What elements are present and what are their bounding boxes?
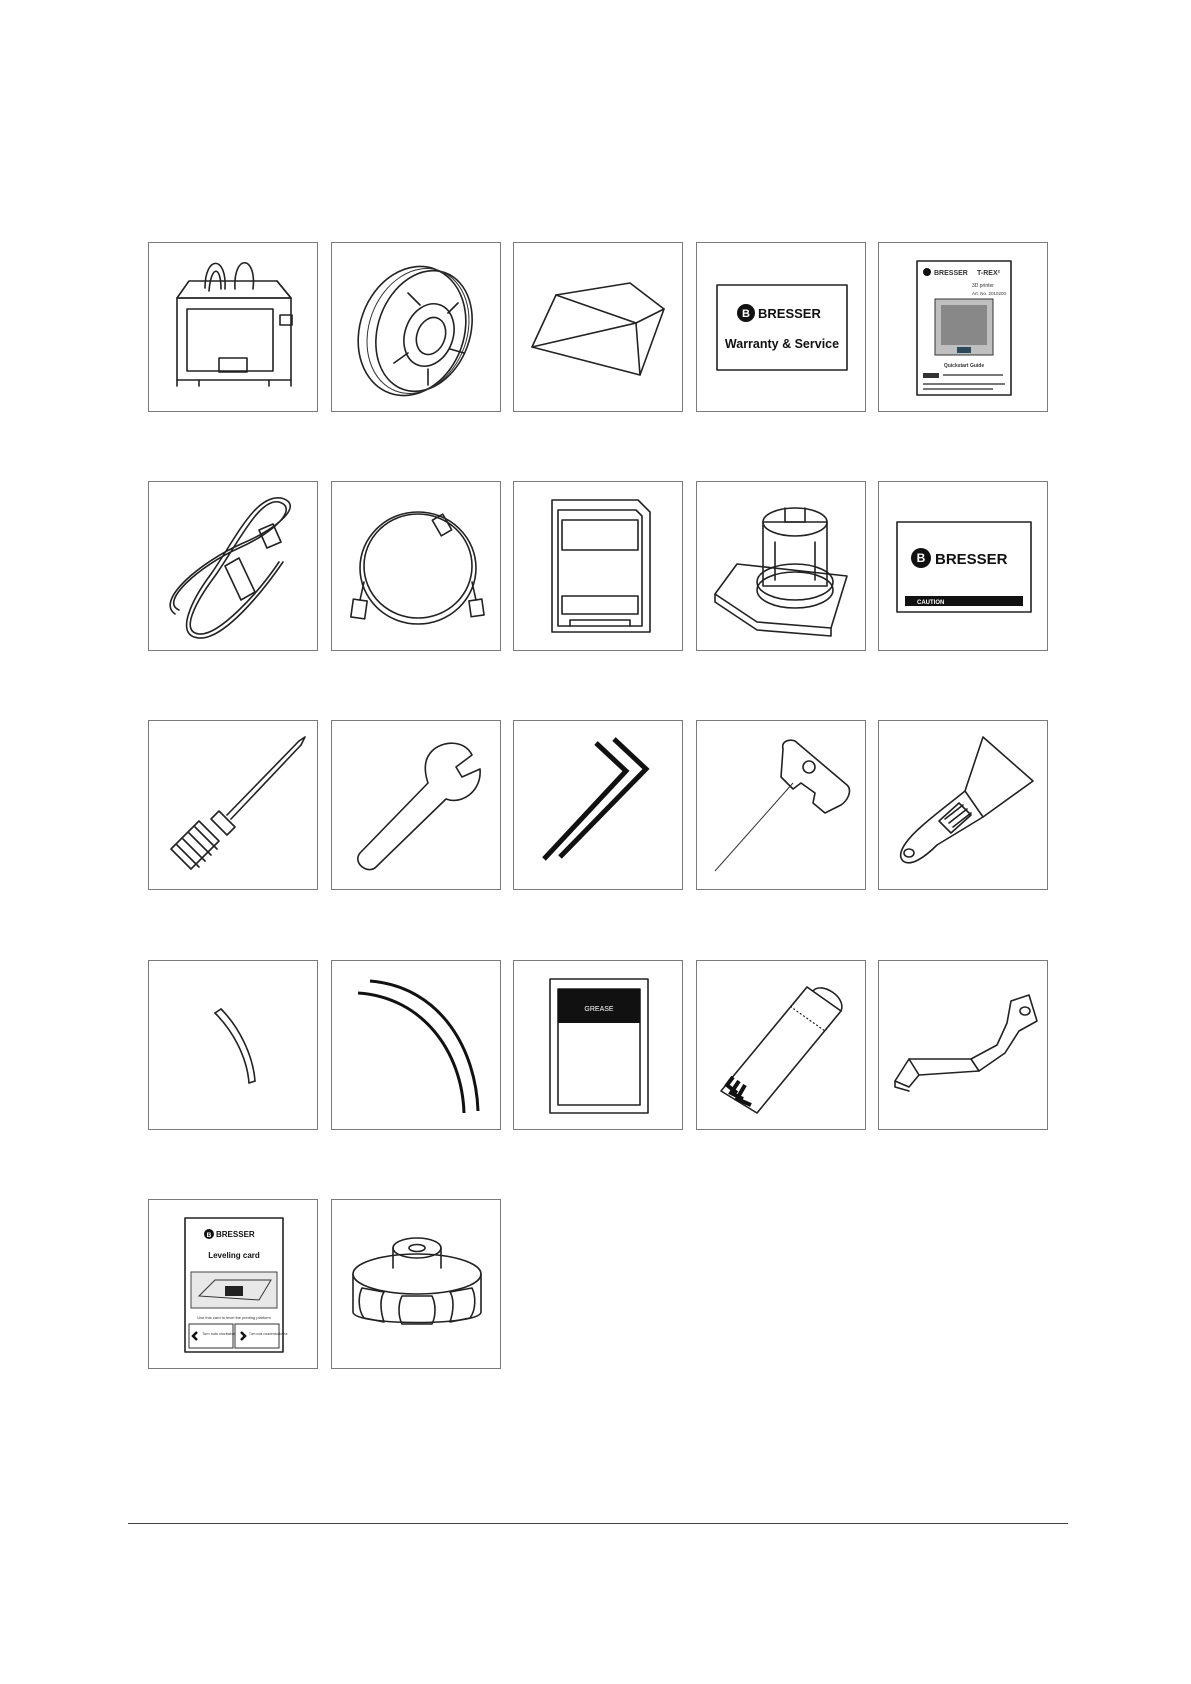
leveling-caption: Use this card to level the printing platform — [197, 1315, 271, 1320]
item-guide-tubes — [331, 960, 501, 1130]
item-warranty-card — [696, 242, 866, 412]
leveling-title: Leveling card — [208, 1251, 260, 1260]
filament-holder-icon — [697, 482, 867, 652]
3d-printer-icon — [149, 243, 319, 413]
guide-title: Quickstart Guide — [943, 363, 985, 369]
quickstart-guide-icon — [879, 243, 1049, 413]
svg-text:B: B — [916, 551, 926, 565]
item-screwdriver — [148, 720, 318, 890]
item-leveling-knob — [331, 1199, 501, 1369]
grease-label: GREASE — [584, 1006, 614, 1013]
item-ptfe-tube — [148, 960, 318, 1130]
item-quickstart-guide — [878, 242, 1048, 412]
sticker-card-icon — [879, 482, 1049, 652]
item-unclogging-pin-tool — [696, 720, 866, 890]
svg-text:B: B — [206, 1232, 212, 1239]
item-power-cable — [148, 481, 318, 651]
guide-model: T-REX² — [977, 270, 1000, 277]
item-dust-cover — [513, 242, 683, 412]
usb-cable-icon — [332, 482, 502, 652]
grease-packet-icon — [514, 961, 684, 1131]
item-scraper — [878, 720, 1048, 890]
item-filament-holder — [696, 481, 866, 651]
guide-tubes-icon — [332, 961, 502, 1131]
guide-subtitle: 3D printer — [972, 283, 994, 289]
caution-label: CAUTION — [917, 600, 945, 606]
leveling-card-icon — [149, 1200, 319, 1370]
item-grease-packet — [513, 960, 683, 1130]
dust-cover-icon — [514, 243, 684, 413]
item-usb-cable — [331, 481, 501, 651]
item-sd-card — [513, 481, 683, 651]
ptfe-tube-icon — [149, 961, 319, 1131]
item-hex-keys — [513, 720, 683, 890]
item-filament-guide-clip — [878, 960, 1048, 1130]
svg-text:BRESSER: BRESSER — [934, 270, 968, 277]
leveling-right-hint: Turn nuts counterclockwise — [249, 1332, 288, 1336]
unclogging-pin-tool-icon — [697, 721, 867, 891]
guide-model-no: Art. No. 2010200 — [972, 291, 1007, 296]
warranty-card-icon — [697, 243, 867, 413]
filament-spool-icon — [332, 243, 502, 413]
svg-text:BRESSER: BRESSER — [216, 1230, 255, 1239]
wrench-icon — [332, 721, 502, 891]
item-3d-printer — [148, 242, 318, 412]
item-wrench — [331, 720, 501, 890]
item-filament-spool — [331, 242, 501, 412]
svg-text:BRESSER: BRESSER — [935, 551, 1008, 568]
leveling-knob-icon — [332, 1200, 502, 1370]
filament-guide-clip-icon — [879, 961, 1049, 1131]
scraper-icon — [879, 721, 1049, 891]
footer-divider — [128, 1523, 1068, 1524]
leveling-left-hint: Turn nuts clockwise — [202, 1332, 236, 1336]
item-sticker-card — [878, 481, 1048, 651]
hex-keys-icon — [514, 721, 684, 891]
warranty-title: Warranty & Service — [724, 337, 840, 351]
glue-stick-icon — [697, 961, 867, 1131]
svg-text:B: B — [742, 308, 750, 320]
power-cable-icon — [149, 482, 319, 652]
brand-logo: BRESSER — [758, 306, 821, 321]
screwdriver-icon — [149, 721, 319, 891]
sd-card-icon — [514, 482, 684, 652]
item-leveling-card — [148, 1199, 318, 1369]
item-glue-stick — [696, 960, 866, 1130]
